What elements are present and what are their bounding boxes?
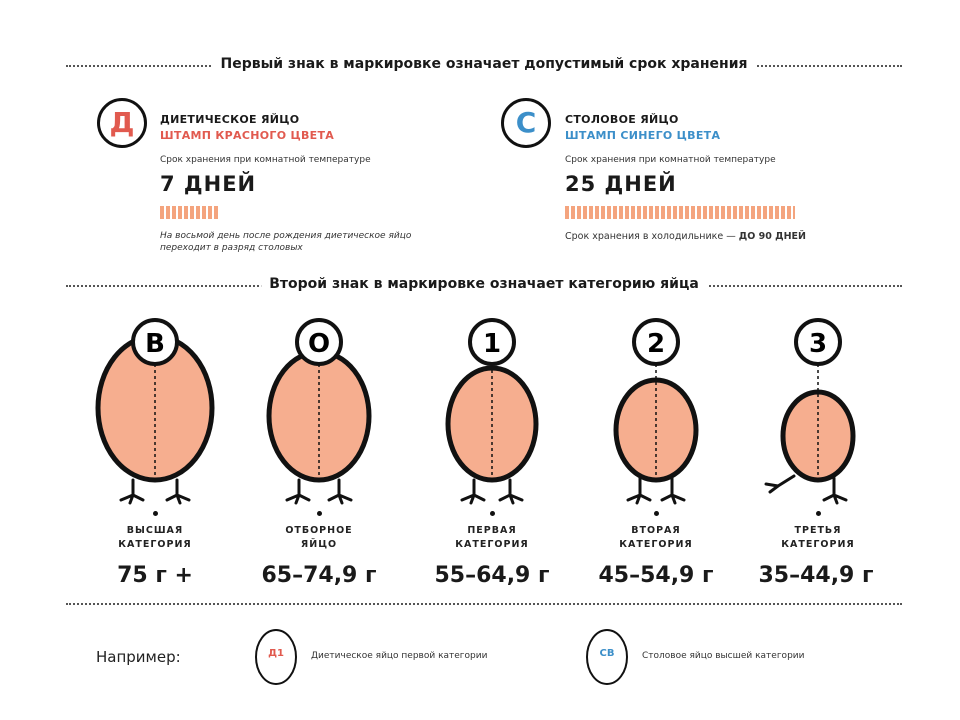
category-line-2: КАТЕГОРИЯ — [455, 539, 529, 550]
table-egg-title: СТОЛОВОЕ ЯЙЦО — [565, 113, 679, 126]
dietary-note-line-2: переходит в разряд столовых — [160, 243, 303, 253]
category-label-highest — [85, 524, 225, 552]
weight-second: 45–54,9 г — [598, 563, 714, 588]
dietary-stamp-letter: Д — [97, 98, 147, 148]
dietary-note — [160, 230, 411, 254]
dietary-note-line-1: На восьмой день после рождения диетическое яйцо — [160, 231, 412, 241]
table-storage-bar — [565, 206, 795, 219]
dietary-storage-label: Срок хранения при комнатной температуре — [160, 155, 371, 165]
category-dot — [654, 511, 659, 516]
egg-character-second — [586, 318, 726, 508]
category-label-selected — [249, 524, 389, 552]
table-fridge-note — [565, 231, 806, 242]
category-line-2: ЯЙЦО — [300, 539, 338, 550]
category-line-2: КАТЕГОРИЯ — [118, 539, 192, 550]
egg-mark: О — [307, 329, 331, 359]
category-line-1: ВЫСШАЯ — [126, 525, 184, 536]
dotted-divider — [66, 603, 902, 605]
category-label-third — [748, 524, 888, 552]
category-line-1: ТРЕТЬЯ — [794, 525, 842, 536]
example-egg-d1 — [253, 626, 299, 686]
fridge-prefix: Срок хранения в холодильнике — — [565, 231, 739, 242]
section-2-title: Второй знак в маркировке означает категорию яйца — [261, 276, 707, 292]
dietary-stamp-color: ШТАМП КРАСНОГО ЦВЕТА — [160, 129, 335, 142]
egg-character-highest — [85, 318, 225, 508]
egg-character-first — [422, 318, 562, 508]
category-dot — [153, 511, 158, 516]
category-line-1: ВТОРАЯ — [631, 525, 681, 536]
example-label: Например: — [96, 648, 181, 666]
section-1-header — [66, 56, 902, 76]
table-storage-label: Срок хранения при комнатной температуре — [565, 155, 776, 165]
egg-mark: 2 — [646, 329, 666, 359]
table-stamp-color: ШТАМП СИНЕГО ЦВЕТА — [565, 129, 721, 142]
table-days: 25 ДНЕЙ — [565, 172, 677, 196]
table-stamp-letter: С — [501, 98, 551, 148]
category-line-1: ПЕРВАЯ — [467, 525, 517, 536]
example-text: Диетическое яйцо первой категории — [311, 651, 488, 661]
section-2-header — [66, 276, 902, 296]
category-label-second — [586, 524, 726, 552]
egg-mark: 1 — [482, 329, 502, 359]
example-code: Д1 — [268, 648, 284, 659]
category-line-1: ОТБОРНОЕ — [285, 525, 353, 536]
egg-mark: 3 — [808, 329, 828, 359]
category-dot — [490, 511, 495, 516]
weight-first: 55–64,9 г — [434, 563, 550, 588]
weight-third: 35–44,9 г — [758, 563, 874, 588]
example-text: Столовое яйцо высшей категории — [642, 651, 805, 661]
dietary-days: 7 ДНЕЙ — [160, 172, 257, 196]
category-dot — [317, 511, 322, 516]
weight-highest: 75 г + — [117, 563, 193, 588]
egg-character-selected — [249, 318, 389, 508]
category-label-first — [422, 524, 562, 552]
egg-character-third — [748, 318, 888, 508]
category-dot — [816, 511, 821, 516]
category-line-2: КАТЕГОРИЯ — [781, 539, 855, 550]
dietary-egg-title: ДИЕТИЧЕСКОЕ ЯЙЦО — [160, 113, 300, 126]
fridge-value: ДО 90 ДНЕЙ — [738, 231, 806, 242]
example-egg-cb — [584, 626, 630, 686]
weight-selected: 65–74,9 г — [261, 563, 377, 588]
section-1-title: Первый знак в маркировке означает допустимый срок хранения — [213, 56, 756, 72]
category-line-2: КАТЕГОРИЯ — [619, 539, 693, 550]
egg-mark: В — [145, 329, 165, 359]
example-code: СВ — [599, 648, 615, 659]
dietary-storage-bar — [160, 206, 220, 219]
